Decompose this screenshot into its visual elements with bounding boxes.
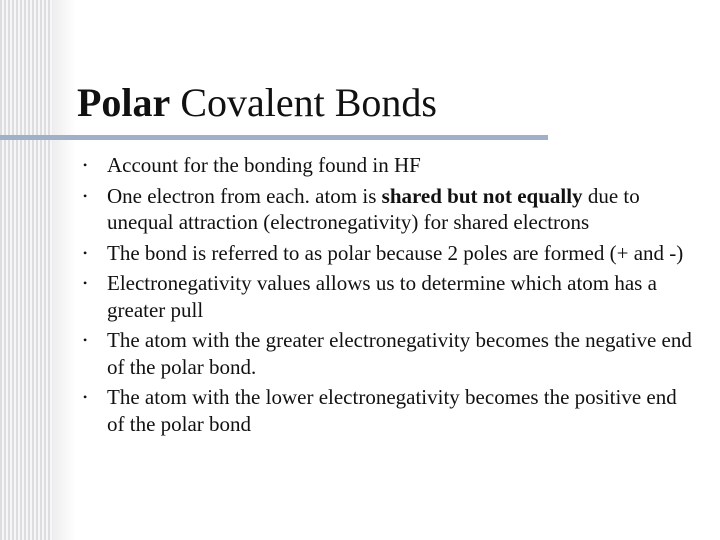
bullet-dot-icon: •: [83, 245, 88, 260]
slide-title: [77, 78, 437, 128]
bullet-dot-icon: •: [83, 390, 88, 404]
slide-title-bold: Polar: [77, 80, 171, 125]
bullet-item: [78, 270, 698, 323]
bullet-list: [78, 152, 698, 441]
title-underline: [0, 135, 548, 140]
bullet-item: [78, 152, 698, 179]
bullet-dot-icon: •: [83, 276, 88, 290]
decorative-stripes-fade: [52, 0, 76, 540]
bullet-text: Account for the bonding found in HF: [107, 153, 421, 177]
bullet-item: [78, 240, 698, 267]
bullet-text-tail: due to unequal attraction (electronegativity) for shared electrons: [107, 183, 640, 234]
bullet-text: The atom with the lower electronegativity becomes the positive end of the polar bond: [107, 385, 677, 436]
bullet-text: The atom with the greater electronegativity becomes the negative end of the polar bond.: [107, 328, 692, 379]
bullet-item: [78, 327, 698, 380]
bullet-dot-icon: •: [83, 158, 88, 172]
bullet-dot-icon: •: [83, 333, 88, 347]
bullet-text-bold: shared but not equally: [381, 183, 583, 208]
bullet-item: [78, 384, 698, 437]
bullet-text: One electron from each. atom is: [107, 183, 382, 208]
bullet-item: [78, 183, 698, 236]
decorative-stripes: [0, 0, 52, 540]
bullet-text: The bond is referred to as polar because 2 poles are formed (+ and -): [107, 240, 684, 265]
bullet-dot-icon: •: [83, 188, 88, 203]
slide-title-rest: Covalent Bonds: [170, 80, 437, 125]
bullet-text: Electronegativity values allows us to determine which atom has a greater pull: [107, 271, 657, 322]
